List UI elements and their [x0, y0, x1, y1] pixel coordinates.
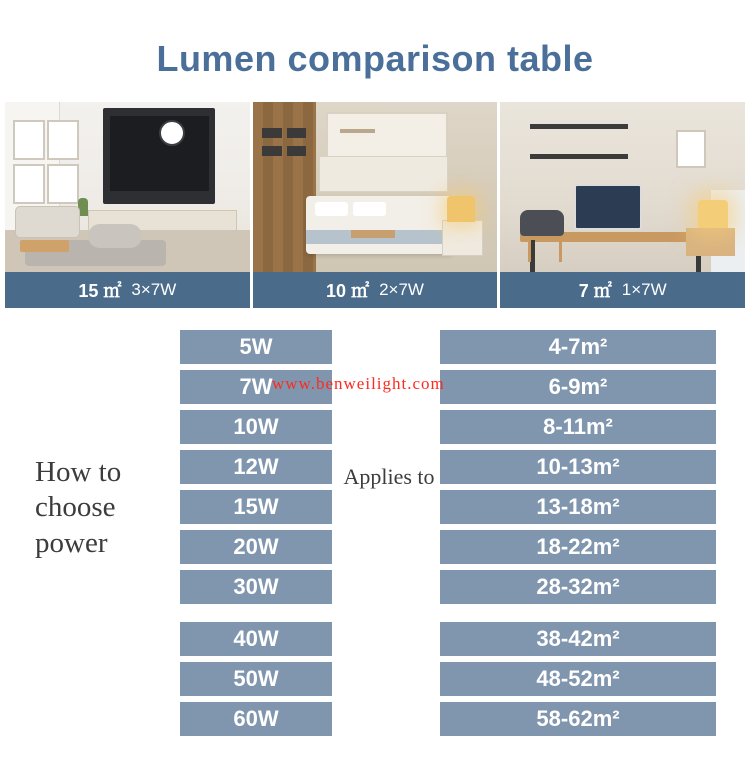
- area-cell: 28-32m²: [440, 570, 716, 604]
- watt-cell: 10W: [180, 410, 332, 444]
- study-caption: [500, 272, 745, 308]
- watt-cell: 50W: [180, 662, 332, 696]
- table-row: [180, 370, 745, 404]
- living-room-caption: [5, 272, 250, 308]
- row-spacer: [332, 702, 440, 736]
- area-cell: 48-52m²: [440, 662, 716, 696]
- bedroom-power: 2×7W: [379, 280, 424, 299]
- table-row: [180, 450, 745, 484]
- area-cell: 8-11m²: [440, 410, 716, 444]
- row-spacer: [332, 330, 440, 364]
- living-room-power: 3×7W: [131, 280, 177, 299]
- row-spacer: [332, 410, 440, 444]
- area-cell: 38-42m²: [440, 622, 716, 656]
- area-cell: 10-13m²: [440, 450, 716, 484]
- area-cell: 18-22m²: [440, 530, 716, 564]
- area-cell: 6-9m²: [440, 370, 716, 404]
- watt-cell: 60W: [180, 702, 332, 736]
- bedroom-area: 10 ㎡: [326, 281, 370, 301]
- table-row: [180, 702, 745, 736]
- how-to-choose-label: How to choose power: [35, 456, 122, 559]
- table-row: [180, 662, 745, 696]
- room-card-living-room: [5, 102, 250, 308]
- watt-cell: 12W: [180, 450, 332, 484]
- row-spacer: [332, 570, 440, 604]
- table-row: [180, 330, 745, 364]
- row-spacer: [332, 490, 440, 524]
- watt-cell: 5W: [180, 330, 332, 364]
- table-row: [180, 622, 745, 656]
- living-room-photo: [5, 102, 250, 272]
- area-cell: 13-18m²: [440, 490, 716, 524]
- row-spacer: [332, 622, 440, 656]
- applies-to-label: Applies to: [343, 464, 435, 489]
- room-photo-row: [0, 102, 750, 308]
- power-rows: [180, 330, 745, 742]
- study-area: 7 ㎡: [578, 281, 612, 301]
- room-card-bedroom: [253, 102, 498, 308]
- watermark: www.benweilight.com: [272, 374, 445, 393]
- table-row: [180, 410, 745, 444]
- watt-cell: 40W: [180, 622, 332, 656]
- watt-cell: 20W: [180, 530, 332, 564]
- watt-cell: 15W: [180, 490, 332, 524]
- study-photo: [500, 102, 745, 272]
- living-room-area: 15 ㎡: [78, 281, 122, 301]
- area-cell: 4-7m²: [440, 330, 716, 364]
- bedroom-photo: [253, 102, 498, 272]
- study-power: 1×7W: [621, 280, 667, 299]
- watt-cell: 30W: [180, 570, 332, 604]
- bedroom-caption: [253, 272, 498, 308]
- area-cell: 58-62m²: [440, 702, 716, 736]
- row-spacer: [332, 662, 440, 696]
- group-gap: [180, 610, 745, 622]
- table-row: [180, 570, 745, 604]
- page-title: Lumen comparison table: [156, 38, 594, 79]
- watt-cell: 7W: [180, 370, 332, 404]
- table-row: [180, 530, 745, 564]
- room-card-study: [500, 102, 745, 308]
- row-spacer: [332, 530, 440, 564]
- how-to-choose-column: [5, 330, 180, 561]
- table-row: [180, 490, 745, 524]
